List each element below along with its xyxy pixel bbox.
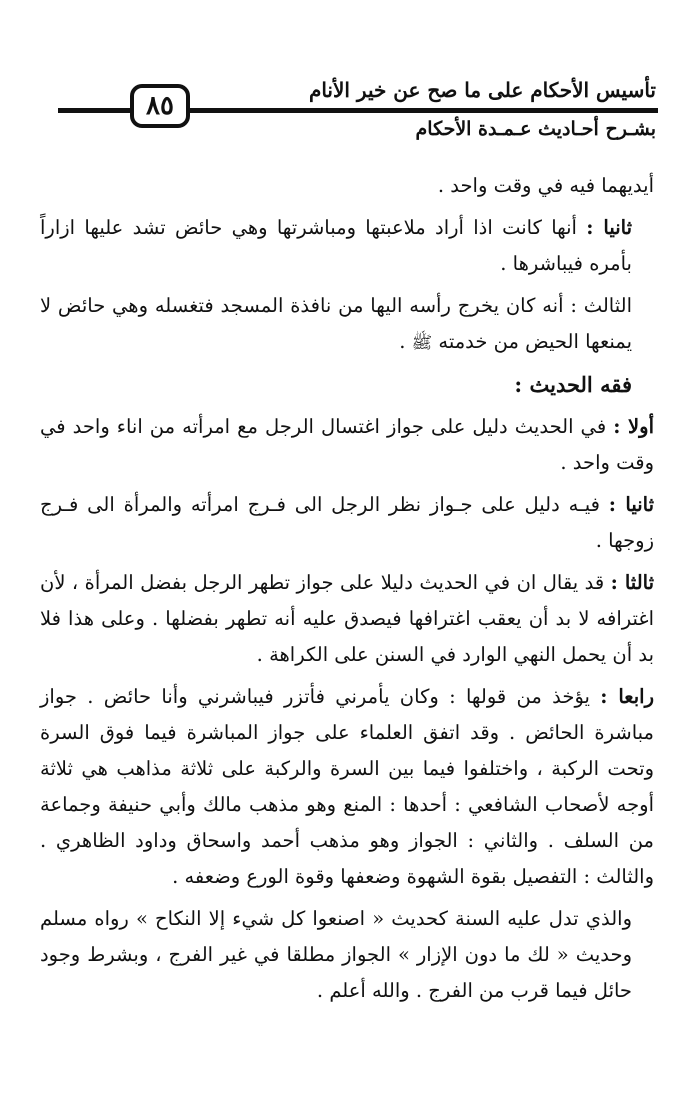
honorific-glyph: ﷺ [411, 333, 433, 353]
paragraph-second-point [40, 487, 654, 559]
paragraph-conclusion [40, 901, 654, 1009]
paragraph-text: أيديهما فيه في وقت واحد . [437, 174, 654, 197]
paragraph-fourth-point [40, 679, 654, 895]
page-content [40, 168, 654, 1015]
paragraph-text: يؤخذ من قولها : وكان يأمرني فأتزر فيباشرني وأنا حائض . جواز مباشرة الحائض . وقد اتفق العلماء على جواز المباشرة فيما فوق السرة وتحت الركبة ، واختلفوا فيما بين السرة والركبة على ثلاثة مذاهب هي ثلاثة أوجه لأصحاب الشافعي : أحدها : المنع وهو مذهب مالك وأبي حنيفة وجماعة من السلف . والثاني : الجواز وهو مذهب أحمد واسحاق وداود الظاهري . والثالث : التفصيل بقوة الشهوة وضعفها وقوة الورع وضعفه . [40, 685, 654, 888]
paragraph-lead: رابعا : [600, 685, 654, 708]
paragraph-text: في الحديث دليل على جواز اغتسال الرجل مع امرأته من اناء واحد في وقت واحد . [40, 415, 654, 474]
section-heading: فقه الحديث : [514, 372, 632, 397]
paragraph-lead: أولا : [613, 415, 654, 438]
paragraph-end: . [399, 330, 412, 353]
book-subtitle: بشـرح أحـاديث عـمـدة الأحكام [415, 118, 656, 140]
page-header [0, 0, 698, 160]
page-number-badge: ٨٥ [130, 84, 190, 128]
paragraph-first-point [40, 409, 654, 481]
paragraph-text: قد يقال ان في الحديث دليلا على جواز تطهر الرجل بفضل المرأة ، لأن اغترافه لا بد أن يعقب اغترافها فيصدق عليه أنه تطهر بفضلها . وعلى هذا فلا بد أن يحمل النهي الوارد في السنن على الكراهة . [40, 571, 654, 666]
paragraph-text: أنها كانت اذا أراد ملاعبتها ومباشرتها وهي حائض تشد عليها ازاراً بأمره فيباشرها . [40, 216, 632, 275]
paragraph-lead: ثانيا : [586, 216, 632, 239]
paragraph-lead: ثانيا : [608, 493, 654, 516]
paragraph-lead: ثالثا : [610, 571, 654, 594]
book-title: تأسيس الأحكام على ما صح عن خير الأنام [308, 78, 656, 102]
paragraph-third [40, 288, 654, 361]
paragraph-continuation [40, 168, 654, 204]
paragraph-text: الثالث : أنه كان يخرج رأسه اليها من نافذة المسجد فتغسله وهي حائض لا يمنعها الحيض من خدمته [40, 294, 632, 353]
paragraph-text: فيـه دليل على جـواز نظر الرجل الى فـرج امرأته والمرأة الى فـرج زوجها . [40, 493, 654, 552]
paragraph-second [40, 210, 654, 282]
paragraph-text: والذي تدل عليه السنة كحديث « اصنعوا كل شيء إلا النكاح » رواه مسلم وحديث « لك ما دون الإزار » الجواز مطلقا في غير الفرج ، وبشرط وجود حائل فيما قرب من الفرج . والله أعلم . [40, 907, 632, 1002]
paragraph-third-point [40, 565, 654, 673]
